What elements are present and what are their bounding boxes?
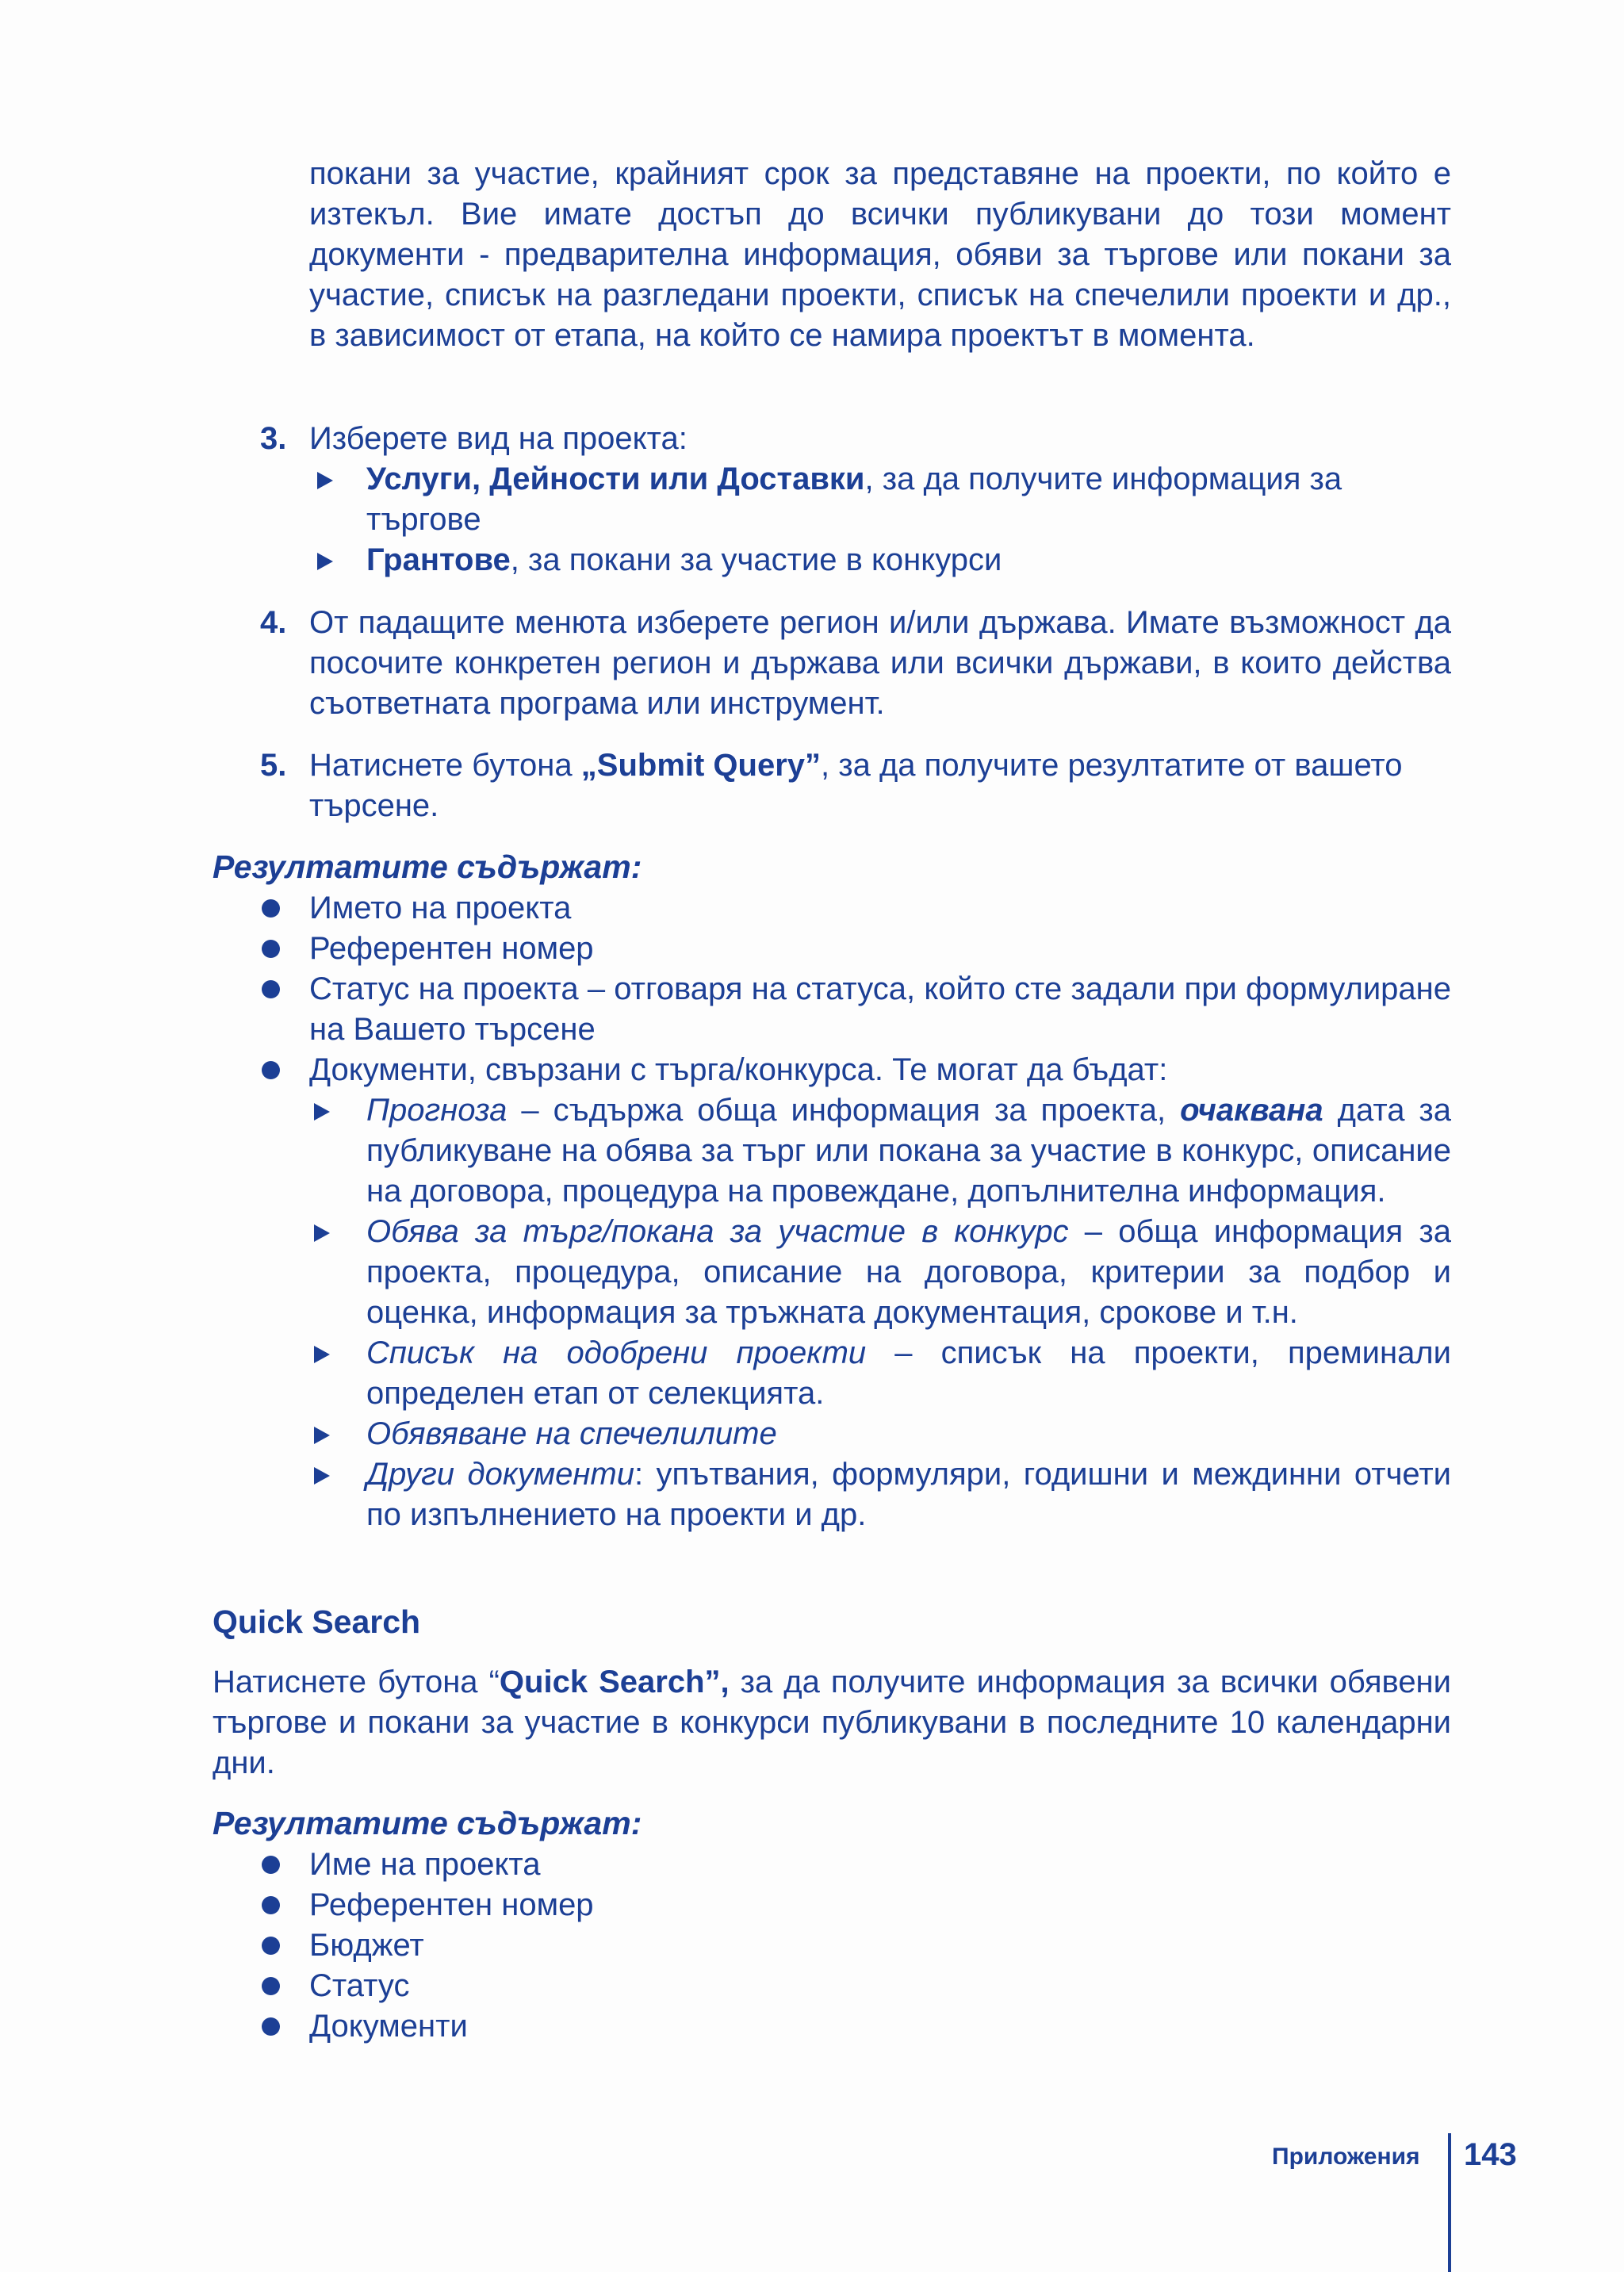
triangle-bullet-icon [314, 1346, 330, 1363]
list-item [213, 888, 1451, 929]
results-list [213, 1845, 1451, 2047]
list-item [213, 2006, 1451, 2047]
triangle-bullet-icon [314, 1427, 330, 1444]
item-text: : упътвания, формуляри, годишни и междинни отчети по изпълнението на проекти и др. [366, 1457, 1452, 1532]
step-5 [260, 745, 1451, 826]
list-item [309, 459, 1451, 540]
sub-list-item [309, 1090, 1451, 1212]
bullet-dot-icon [262, 1896, 280, 1914]
item-text: , за покани за участие в конкурси [510, 542, 1002, 577]
quick-search-label: Quick Search”, [499, 1665, 730, 1699]
document-types-list [309, 1090, 1451, 1535]
item-text: , за да получите информация за търгове [366, 462, 1342, 537]
step-number: 4. [260, 605, 287, 640]
item-text-rest: дата за публикуване на обява за търг или покана за участие в конкурс, описание на договора, процедура на провеждане, допълнителна информация. [366, 1093, 1451, 1209]
sub-list-item [309, 1212, 1451, 1333]
list-item [213, 1845, 1451, 1885]
step-number: 5. [260, 748, 287, 783]
bullet-dot-icon [262, 1061, 280, 1079]
bullet-dot-icon [262, 940, 280, 958]
triangle-bullet-icon [314, 1467, 330, 1485]
sub-list-item [309, 1333, 1451, 1414]
item-text: Статус [309, 1968, 410, 2003]
list-item [213, 1050, 1451, 1535]
list-item [213, 1925, 1451, 1966]
bullet-dot-icon [262, 980, 280, 998]
list-item [213, 929, 1451, 969]
list-item [309, 540, 1451, 580]
step-4 [260, 603, 1451, 724]
sub-list-item [309, 1414, 1451, 1454]
triangle-bullet-icon [317, 553, 333, 570]
item-emphasis: очаквана [1180, 1093, 1323, 1128]
item-text: Документи, свързани с търга/конкурса. Те могат да бъдат: [309, 1052, 1168, 1087]
item-text: Статус на проекта – отговаря на статуса, който сте задали при формулиране на Вашето търсене [309, 971, 1451, 1047]
para-text-rest: за да получите информация за всички обявени търгове и покани за участие в конкурси публикувани в последните 10 календарни дни. [213, 1665, 1451, 1780]
list-item [213, 969, 1451, 1050]
footer-section-label: Приложения [1272, 2144, 1420, 2170]
item-text: Референтен номер [309, 1887, 594, 1922]
item-title: Прогноза [366, 1093, 508, 1128]
sub-list-item [309, 1454, 1451, 1535]
bullet-dot-icon [262, 1856, 280, 1874]
item-title: Обява за търг/покана за участие в конкурс [366, 1214, 1069, 1249]
item-text: – списък на проекти, преминали определен етап от селекцията. [366, 1335, 1451, 1411]
submit-query-label: „Submit Query” [580, 748, 822, 783]
item-bold: Грантове [366, 542, 511, 577]
item-title: Обявяване на спечелилите [366, 1416, 777, 1451]
item-text: Референтен номер [309, 931, 594, 966]
step-number: 3. [260, 421, 287, 456]
results-heading: Резултатите съдържат: [213, 849, 642, 885]
step-text: Натиснете бутона [309, 748, 581, 783]
item-bold: Услуги, Дейности или Доставки [366, 462, 865, 496]
bullet-dot-icon [262, 899, 280, 918]
bullet-dot-icon [262, 1937, 280, 1955]
triangle-bullet-icon [314, 1224, 330, 1242]
triangle-bullet-icon [317, 472, 333, 489]
triangle-bullet-icon [314, 1103, 330, 1121]
item-title: Други документи [366, 1457, 634, 1492]
intro-paragraph: покани за участие, крайният срок за представяне на проекти, по който е изтекъл. Вие имате достъп до всички публикувани до този момент документи - предварителна информация, обяви за търгове или покани за участие, списък на разгледани проекти, списък на спечелили проекти и др., в зависимост от етапа, на който се намира проектът в момента. [309, 156, 1451, 353]
list-item [213, 1885, 1451, 1925]
page-number: 143 [1464, 2137, 1517, 2172]
results-list [213, 888, 1451, 1535]
bullet-dot-icon [262, 1977, 280, 1995]
bullet-dot-icon [262, 2017, 280, 2036]
item-text: Име на проекта [309, 1847, 541, 1882]
item-text: Документи [309, 2009, 468, 2044]
step-text: От падащите менюта изберете регион и/или държава. Имате възможност да посочите конкретен регион и държава или всички държави, в които действа съответната програма или инструмент. [309, 605, 1451, 721]
step-text-rest: , за да получите резултатите от вашето търсене. [309, 748, 1403, 823]
para-text: Натиснете бутона “ [213, 1665, 500, 1699]
item-text: Името на проекта [309, 891, 572, 925]
quick-search-heading: Quick Search [213, 1603, 421, 1640]
step-text: Изберете вид на проекта: [309, 421, 688, 456]
list-item [213, 1966, 1451, 2006]
item-text: – обща информация за проекта, процедура, описание на договора, критерии за подбор и оценка, информация за тръжната документация, срокове и т.н. [366, 1214, 1451, 1330]
item-text: Бюджет [309, 1928, 424, 1963]
results-heading: Резултатите съдържат: [213, 1805, 642, 1841]
footer-divider [1448, 2133, 1451, 2272]
item-title: Списък на одобрени проекти [366, 1335, 867, 1370]
step-3 [260, 419, 1451, 580]
quick-search-paragraph [213, 1662, 1451, 1784]
item-text: – съдържа обща информация за проекта, [507, 1093, 1181, 1128]
